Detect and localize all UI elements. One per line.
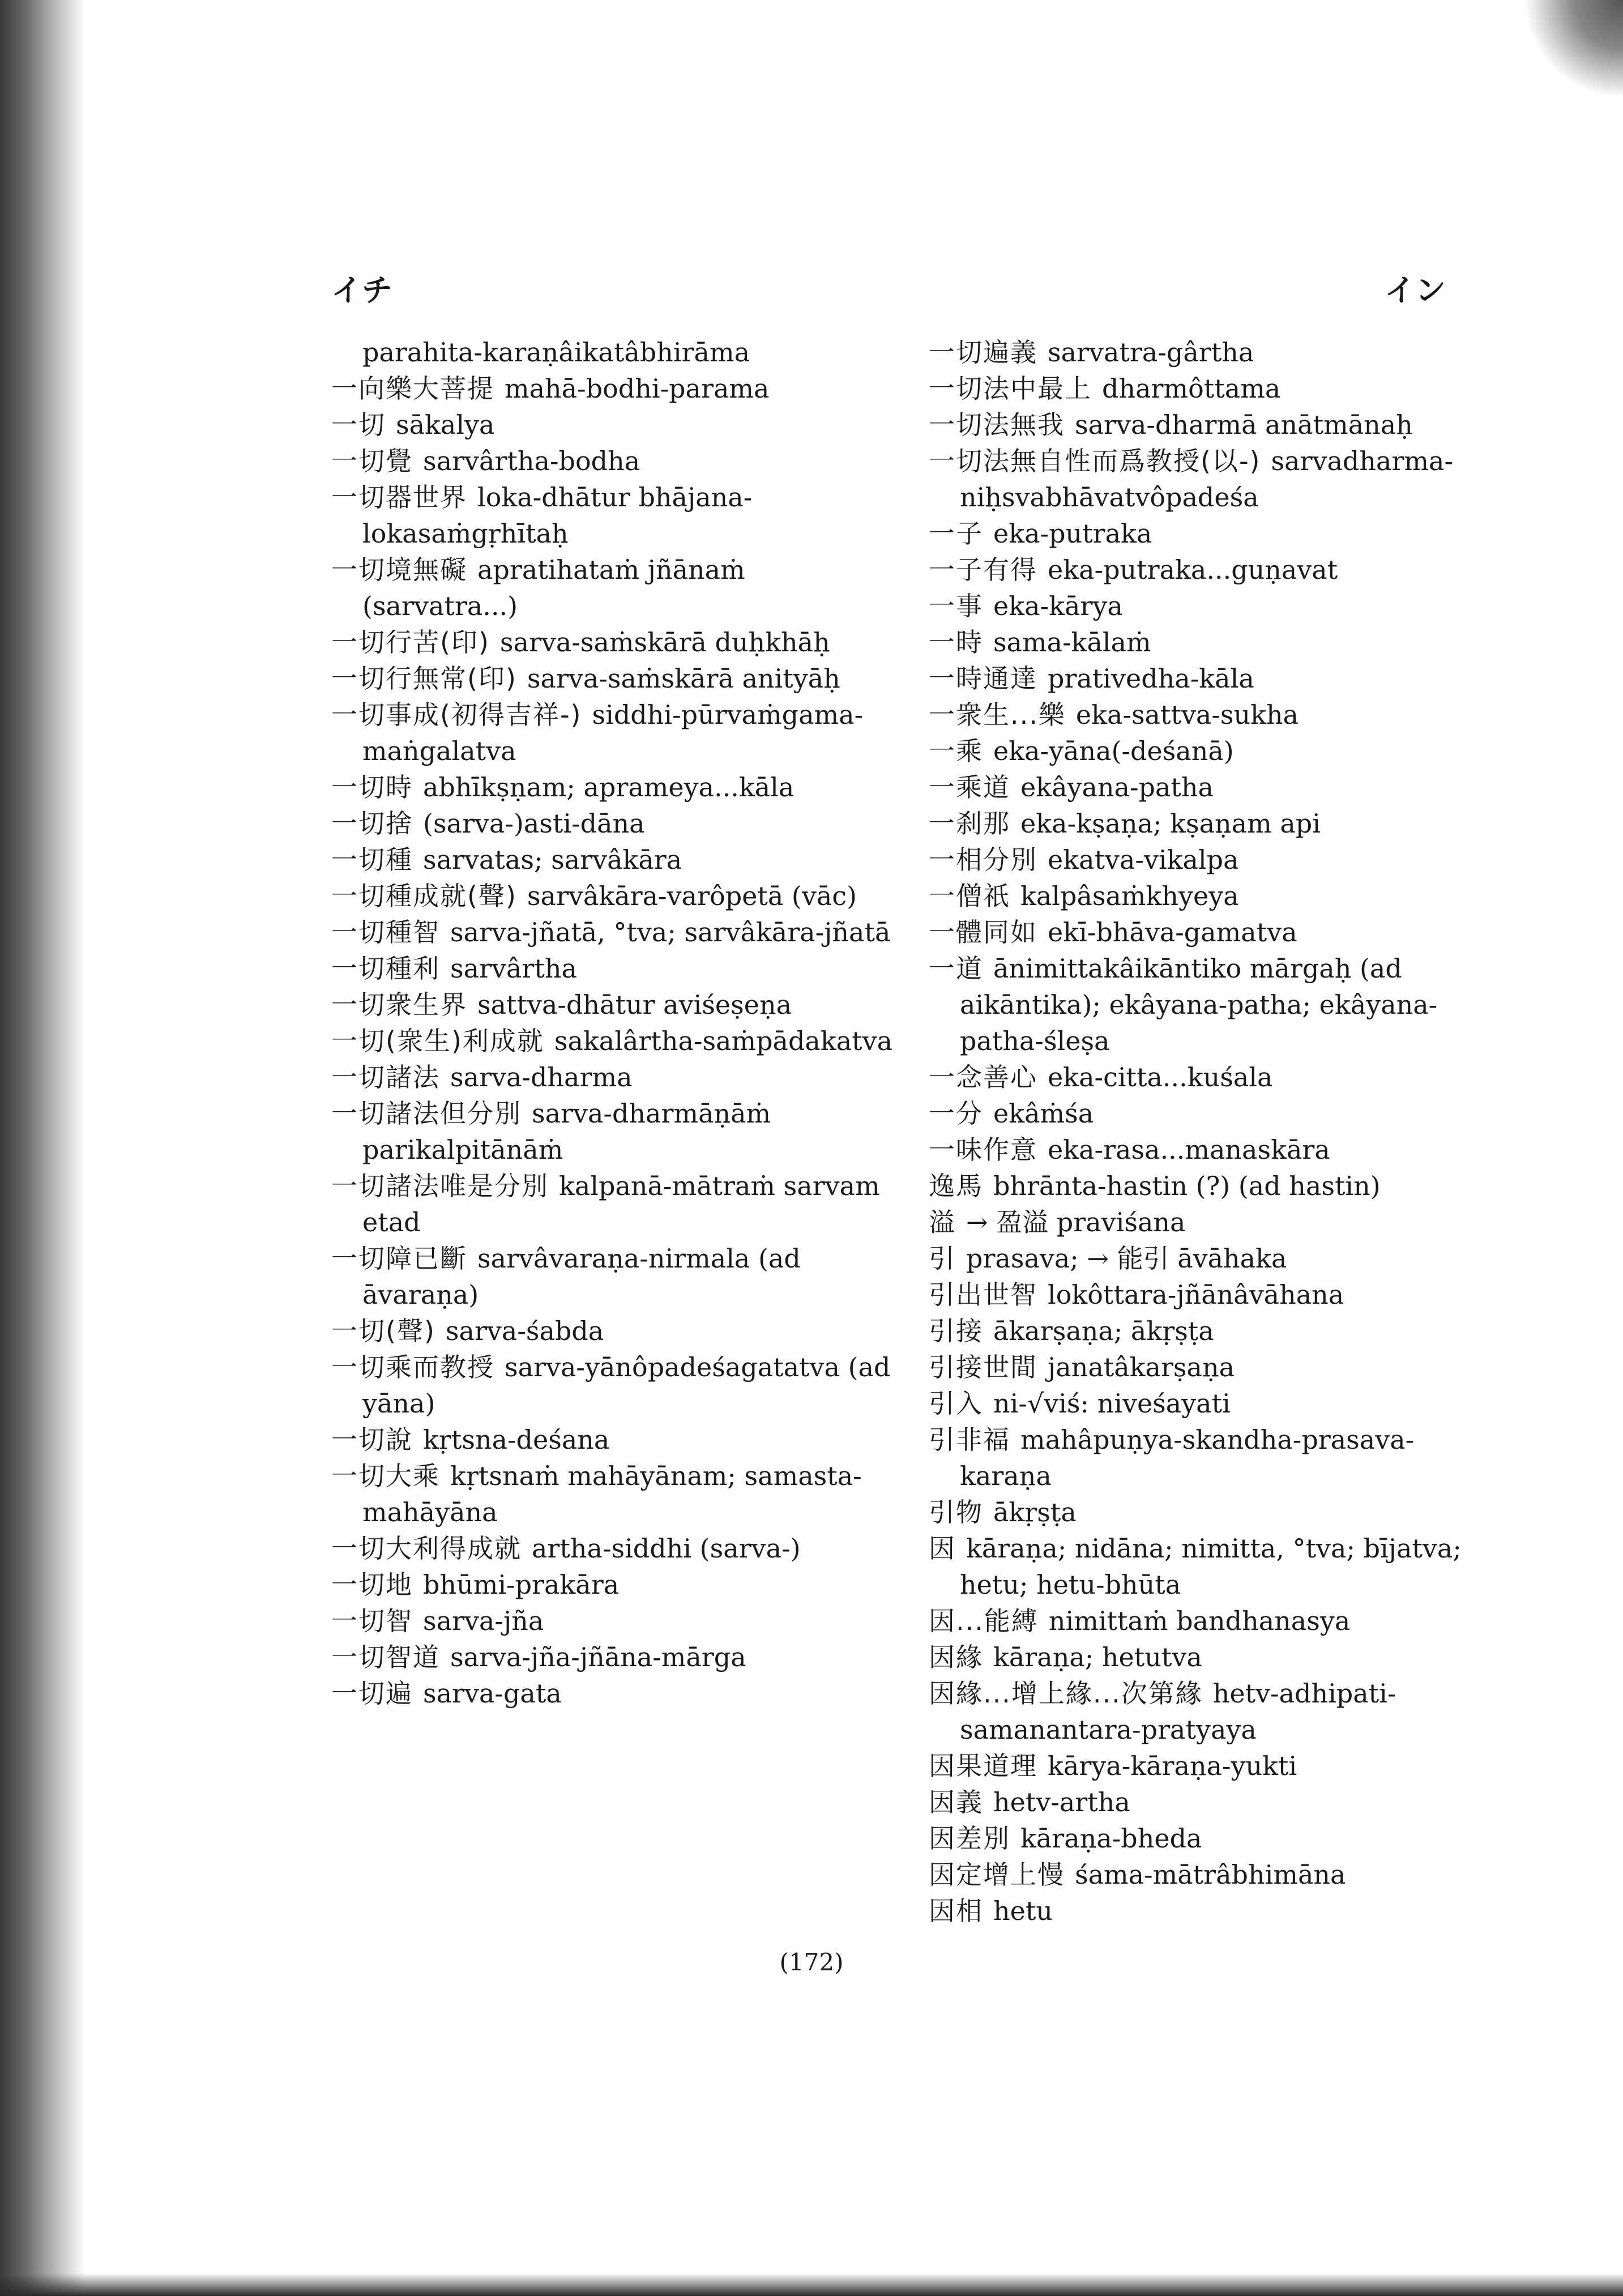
dictionary-entry — [331, 1240, 898, 1313]
dictionary-entry — [331, 1095, 898, 1168]
entry-headword: 一切說 — [331, 1424, 413, 1455]
entry-sanskrit: sarva-yānôpadeśagatatva (ad yāna) — [362, 1352, 891, 1419]
dictionary-entry — [929, 1784, 1495, 1820]
entry-sanskrit: hetv-artha — [993, 1787, 1130, 1817]
dictionary-entry — [331, 1603, 898, 1639]
dictionary-entry — [331, 1168, 898, 1240]
entry-sanskrit: lokôttara-jñānâvāhana — [1048, 1279, 1344, 1310]
entry-headword: 一切智 — [331, 1606, 413, 1636]
entry-sanskrit: nimittaṁ bandhanasya — [1048, 1606, 1351, 1636]
dictionary-entry — [929, 1132, 1495, 1168]
entry-headword: 引入 — [929, 1388, 983, 1419]
entry-headword: 一切種 — [331, 844, 413, 875]
entry-headword: 一切(聲) — [331, 1316, 435, 1346]
dictionary-entry — [331, 697, 898, 769]
entry-sanskrit: ākarṣaṇa; ākṛṣṭa — [993, 1316, 1214, 1346]
entry-headword: 一切事成(初得吉祥-) — [331, 699, 582, 730]
entry-headword: 一切種成就(聲) — [331, 881, 517, 911]
entry-headword: 一切行無常(印) — [331, 663, 517, 694]
entry-headword: 因緣...增上緣...次第緣 — [929, 1678, 1203, 1709]
entry-sanskrit: janatâkarṣaṇa — [1048, 1352, 1235, 1382]
left-column — [331, 334, 898, 1712]
entry-headword: 一切遍義 — [929, 337, 1037, 368]
dictionary-entry — [331, 769, 898, 805]
dictionary-entry — [929, 878, 1495, 914]
entry-headword: 一切器世界 — [331, 482, 467, 513]
entry-headword: 一切衆生界 — [331, 989, 467, 1020]
dictionary-entry — [929, 334, 1495, 370]
dictionary-entry — [929, 805, 1495, 842]
entry-sanskrit: sarva-gata — [423, 1678, 562, 1709]
dictionary-entry — [929, 1603, 1495, 1639]
entry-sanskrit: parahita-karaṇâikatâbhirāma — [362, 337, 750, 368]
entry-headword: 一時 — [929, 627, 983, 658]
entry-headword: 因 — [929, 1533, 956, 1564]
dictionary-entry — [929, 950, 1495, 1059]
corner-mark — [1521, 0, 1623, 96]
entry-headword: 因相 — [929, 1896, 983, 1926]
entry-headword: 一切種利 — [331, 953, 440, 984]
entry-sanskrit: sarva-dharma — [450, 1062, 633, 1092]
entry-headword: 一乘道 — [929, 772, 1010, 803]
dictionary-entry — [929, 624, 1495, 660]
entry-sanskrit: eka-putraka...guṇavat — [1048, 554, 1338, 585]
entry-sanskrit: eka-citta...kuśala — [1048, 1062, 1273, 1092]
entry-headword: 一向樂大菩提 — [331, 373, 494, 404]
dictionary-entry — [929, 1675, 1495, 1748]
entry-sanskrit: ānimittakâikāntiko mārgaḥ (ad aikāntika); ekâyana-patha; ekâyana-patha-śleṣa — [960, 953, 1438, 1056]
entry-sanskrit: kārya-kāraṇa-yukti — [1048, 1751, 1297, 1781]
dictionary-entry — [331, 842, 898, 878]
entry-headword: 一切捨 — [331, 808, 413, 839]
entry-sanskrit: sarva-jña — [423, 1606, 544, 1636]
bottom-edge — [0, 2273, 1623, 2296]
entry-sanskrit: dharmôttama — [1102, 373, 1281, 404]
entry-sanskrit: (sarva-)asti-dāna — [423, 808, 645, 839]
dictionary-entry — [929, 1240, 1495, 1277]
dictionary-entry — [331, 660, 898, 697]
entry-sanskrit: mahâpuṇya-skandha-prasava-karaṇa — [960, 1424, 1415, 1491]
entry-headword: 一乘 — [929, 736, 983, 766]
entry-sanskrit: sarva-jñatā, °tva; sarvâkāra-jñatā — [450, 917, 891, 948]
entry-headword: 一切覺 — [331, 446, 413, 476]
entry-headword: 一時通達 — [929, 663, 1037, 694]
entry-sanskrit: sarvatas; sarvâkāra — [423, 844, 682, 875]
entry-headword: 一切諸法 — [331, 1062, 440, 1092]
entry-sanskrit: sākalya — [396, 409, 495, 440]
dictionary-entry — [929, 1095, 1495, 1132]
dictionary-entry — [331, 914, 898, 950]
entry-sanskrit: artha-siddhi (sarva-) — [532, 1533, 801, 1564]
entry-sanskrit: sarva-saṁskārā duḥkhāḥ — [499, 627, 830, 658]
entry-headword: 一子 — [929, 518, 983, 549]
entry-sanskrit: kāraṇa; hetutva — [993, 1642, 1202, 1672]
entry-sanskrit: eka-putraka — [993, 518, 1152, 549]
dictionary-entry — [929, 842, 1495, 878]
running-header-left: イチ — [331, 272, 392, 308]
entry-headword: 一切種智 — [331, 917, 440, 948]
right-column — [929, 334, 1495, 1929]
entry-sanskrit: ekâṁśa — [993, 1098, 1094, 1129]
entry-sanskrit: sattva-dhātur aviśeṣeṇa — [477, 989, 792, 1020]
entry-sanskrit: ekatva-vikalpa — [1048, 844, 1239, 875]
entry-headword: 一體同如 — [929, 917, 1037, 948]
entry-sanskrit: ekâyana-patha — [1020, 772, 1214, 803]
entry-sanskrit: eka-sattva-sukha — [1075, 699, 1299, 730]
entry-headword: 一道 — [929, 953, 983, 984]
entry-headword: 一切法中最上 — [929, 373, 1092, 404]
dictionary-entry — [929, 1277, 1495, 1313]
entry-sanskrit: kāraṇa; nidāna; nimitta, °tva; bījatva; hetu; hetu-bhūta — [960, 1533, 1462, 1600]
entry-sanskrit: kalpanā-mātraṁ sarvam etad — [362, 1171, 880, 1237]
dictionary-entry — [331, 407, 898, 443]
dictionary-entry — [929, 1313, 1495, 1349]
entry-headword: 一念善心 — [929, 1062, 1037, 1092]
entry-sanskrit: → 盈溢 praviśana — [966, 1207, 1186, 1237]
dictionary-entry — [929, 1639, 1495, 1675]
entry-sanskrit: sarva-śabda — [445, 1316, 604, 1346]
entry-sanskrit: sarvârtha — [450, 953, 577, 984]
dictionary-entry — [331, 1458, 898, 1530]
entry-headword: 一切法無自性而爲教授(以-) — [929, 446, 1261, 476]
dictionary-entry — [331, 370, 898, 407]
entry-headword: 因...能縛 — [929, 1606, 1039, 1636]
dictionary-entry — [331, 1675, 898, 1712]
entry-sanskrit: sarvatra-gârtha — [1048, 337, 1254, 368]
entry-sanskrit: prativedha-kāla — [1048, 663, 1254, 694]
dictionary-entry — [331, 1530, 898, 1567]
entry-headword: 逸馬 — [929, 1171, 983, 1201]
page-number: (172) — [779, 1948, 844, 1976]
entry-headword: 一刹那 — [929, 808, 1010, 839]
dictionary-entry — [929, 1494, 1495, 1530]
entry-sanskrit: kāraṇa-bheda — [1020, 1823, 1202, 1854]
entry-sanskrit: ekī-bhāva-gamatva — [1048, 917, 1297, 948]
entry-sanskrit: siddhi-pūrvaṁgama-maṅgalatva — [362, 699, 864, 766]
entry-sanskrit: mahā-bodhi-parama — [505, 373, 770, 404]
dictionary-entry — [929, 443, 1495, 515]
entry-headword: 一切遍 — [331, 1678, 413, 1709]
entry-sanskrit: sarva-dharmāṇāṁ parikalpitānāṁ — [362, 1098, 771, 1165]
entry-sanskrit: sarvârtha-bodha — [423, 446, 640, 476]
entry-sanskrit: abhīkṣṇam; aprameya...kāla — [423, 772, 795, 803]
dictionary-entry — [331, 1639, 898, 1675]
dictionary-entry — [929, 1059, 1495, 1095]
dictionary-entry — [929, 1748, 1495, 1784]
dictionary-entry — [929, 588, 1495, 624]
entry-headword: 一切法無我 — [929, 409, 1065, 440]
entry-headword: 引 — [929, 1243, 956, 1274]
entry-sanskrit: sarvâvaraṇa-nirmala (ad āvaraṇa) — [362, 1243, 801, 1310]
entry-headword: 一相分別 — [929, 844, 1037, 875]
dictionary-entry — [929, 1893, 1495, 1929]
dictionary-entry — [331, 1059, 898, 1095]
entry-sanskrit: bhrānta-hastin (?) (ad hastin) — [993, 1171, 1381, 1201]
dictionary-entry — [929, 769, 1495, 805]
dictionary-entry — [331, 805, 898, 842]
dictionary-entry — [331, 624, 898, 660]
entry-headword: 引接 — [929, 1316, 983, 1346]
dictionary-entry — [929, 1349, 1495, 1385]
dictionary-entry — [331, 443, 898, 479]
entry-sanskrit: hetu — [993, 1896, 1053, 1926]
entry-headword: 一事 — [929, 591, 983, 621]
entry-sanskrit: bhūmi-prakāra — [423, 1569, 620, 1600]
entry-headword: 溢 — [929, 1207, 956, 1237]
dictionary-entry — [929, 660, 1495, 697]
entry-headword: 一分 — [929, 1098, 983, 1129]
entry-sanskrit: sarvadharma-niḥsvabhāvatvôpadeśa — [960, 446, 1454, 513]
dictionary-entry — [929, 697, 1495, 733]
dictionary-entry — [929, 1857, 1495, 1893]
dictionary-entry — [331, 1567, 898, 1603]
dictionary-entry — [929, 1168, 1495, 1204]
entry-sanskrit: śama-mātrâbhimāna — [1075, 1859, 1346, 1890]
dictionary-entry — [331, 950, 898, 987]
entry-headword: 一切諸法唯是分別 — [331, 1171, 549, 1201]
entry-headword: 一切 — [331, 409, 386, 440]
entry-headword: 因緣 — [929, 1642, 983, 1672]
entry-headword: 引非福 — [929, 1424, 1010, 1455]
dictionary-entry — [331, 1023, 898, 1059]
entry-headword: 一衆生...樂 — [929, 699, 1066, 730]
dictionary-entry — [929, 370, 1495, 407]
entry-sanskrit: sarva-jña-jñāna-mārga — [450, 1642, 746, 1672]
entry-sanskrit: kṛtsnaṁ mahāyānam; samasta-mahāyāna — [362, 1461, 862, 1527]
dictionary-entry — [331, 987, 898, 1023]
dictionary-entry — [929, 407, 1495, 443]
entry-sanskrit: sama-kālaṁ — [993, 627, 1151, 658]
dictionary-entry — [929, 552, 1495, 588]
dictionary-entry — [331, 878, 898, 914]
entry-headword: 引出世智 — [929, 1279, 1037, 1310]
entry-headword: 因差別 — [929, 1823, 1010, 1854]
entry-headword: 一切諸法但分別 — [331, 1098, 522, 1129]
entry-sanskrit: apratihataṁ jñānaṁ (sarvatra...) — [362, 554, 745, 621]
entry-sanskrit: sarvâkāra-varôpetā (vāc) — [527, 881, 857, 911]
dictionary-entry — [331, 1349, 898, 1422]
entry-headword: 因定增上慢 — [929, 1859, 1065, 1890]
entry-sanskrit: loka-dhātur bhājana-lokasaṁgṛhītaḥ — [362, 482, 753, 549]
entry-headword: 引物 — [929, 1497, 983, 1527]
entry-headword: 引接世間 — [929, 1352, 1037, 1382]
dictionary-entry — [929, 1422, 1495, 1494]
dictionary-entry — [929, 1385, 1495, 1422]
entry-sanskrit: prasava; → 能引 āvāhaka — [966, 1243, 1287, 1274]
entry-headword: 一切大利得成就 — [331, 1533, 522, 1564]
entry-headword: 因義 — [929, 1787, 983, 1817]
dictionary-entry — [929, 914, 1495, 950]
entry-headword: 一切乘而教授 — [331, 1352, 494, 1382]
entry-sanskrit: sarva-dharmā anātmānaḥ — [1075, 409, 1413, 440]
dictionary-entry — [331, 1313, 898, 1349]
dictionary-entry — [929, 1204, 1495, 1240]
entry-headword: 因果道理 — [929, 1751, 1037, 1781]
dictionary-entry — [929, 1530, 1495, 1603]
entry-sanskrit: eka-yāna(-deśanā) — [993, 736, 1234, 766]
dictionary-entry — [331, 552, 898, 624]
dictionary-entry — [331, 334, 898, 370]
entry-sanskrit: hetv-adhipati-samanantara-pratyaya — [960, 1678, 1396, 1745]
dictionary-entry — [331, 479, 898, 552]
entry-headword: 一切(衆生)利成就 — [331, 1026, 544, 1056]
entry-sanskrit: kṛtsna-deśana — [423, 1424, 610, 1455]
entry-headword: 一切智道 — [331, 1642, 440, 1672]
entry-sanskrit: ni-√viś: niveśayati — [993, 1388, 1231, 1419]
entry-sanskrit: kalpâsaṁkhyeya — [1020, 881, 1239, 911]
entry-headword: 一切大乘 — [331, 1461, 440, 1491]
entry-sanskrit: eka-rasa...manaskāra — [1048, 1134, 1330, 1165]
dictionary-entry — [331, 1422, 898, 1458]
entry-headword: 一切障已斷 — [331, 1243, 467, 1274]
entry-headword: 一切行苦(印) — [331, 627, 490, 658]
dictionary-entry — [929, 515, 1495, 552]
entry-sanskrit: sarva-saṁskārā anityāḥ — [527, 663, 840, 694]
entry-headword: 一切時 — [331, 772, 413, 803]
entry-sanskrit: ākṛṣṭa — [993, 1497, 1077, 1527]
dictionary-entry — [929, 1820, 1495, 1857]
running-header-right: イン — [1385, 272, 1446, 308]
entry-headword: 一切境無礙 — [331, 554, 467, 585]
entry-headword: 一僧祇 — [929, 881, 1010, 911]
entry-sanskrit: eka-kārya — [993, 591, 1123, 621]
dictionary-entry — [929, 733, 1495, 769]
entry-headword: 一切地 — [331, 1569, 413, 1600]
entry-headword: 一味作意 — [929, 1134, 1037, 1165]
entry-headword: 一子有得 — [929, 554, 1037, 585]
entry-sanskrit: eka-kṣaṇa; kṣaṇam api — [1020, 808, 1321, 839]
entry-sanskrit: sakalârtha-saṁpādakatva — [554, 1026, 893, 1056]
